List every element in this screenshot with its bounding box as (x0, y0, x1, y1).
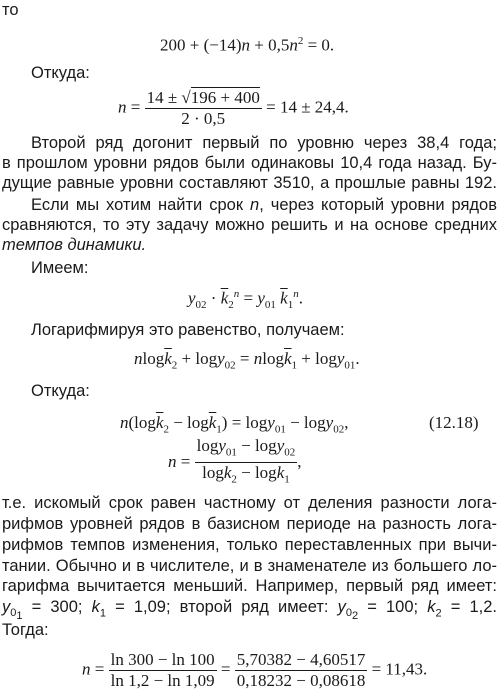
equation-6-fraction: $\frac{\log y_{01} - \log y_{02}}{\log\overline{k}_2 - \log\overline{k}_1}$ (196, 436, 296, 486)
equation-3: $y_{02} \cdot \overline{k}_2^n = y_{01}$ $\overline{k}_1^n$. (188, 288, 303, 312)
para3-line-4: тании. Обычно и в числителе, и в знаменателе из большего ло- (2, 557, 497, 575)
para1-line-3: дущие равные уровни составляют 3510, а прошлые равны 192. (2, 174, 497, 192)
para3-line-3: рифмов темпов изменения, только переставленных при вычи- (2, 536, 497, 554)
log-text: Логарифмируя это равенство, получаем: (31, 321, 345, 339)
equation-4: $nlog\overline{k}_2 + \log y_{02} = nlog\overline{k}_1 + \log y_{01}$. (134, 349, 360, 372)
equation-6-tail: , (297, 451, 302, 471)
para3-line-6: $y_{0_1} = 300$; $k_1 = 1,09$; второй ряд имеет: $y_{0_2} = 100$; $k_2 = 1,2$. (2, 598, 497, 623)
equation-number: (12.18) (429, 413, 479, 432)
para1-line-1: Второй ряд догонит первый по уровню через 38,4 года; (31, 134, 497, 152)
otkuda-label-2: Откуда: (31, 382, 90, 400)
para3-line-5: гарифма вычитается меньший. Например, первый ряд имеет: (2, 577, 497, 595)
togda-label: Тогда: (2, 621, 49, 639)
equation-7-rhs: = 11,43. (371, 659, 428, 679)
equation-5: $n(\log\overline{k}_2 - \log\overline{k}_1) = \log y_{01} - \log y_{02}$, (120, 413, 349, 436)
equation-2-rhs: = 14 ± 24,4. (266, 97, 349, 117)
imeem-label: Имеем: (31, 259, 89, 277)
equation-2-fraction: $\frac{14 \pm √196 + 400}{2 \cdot 0,5}$ (146, 88, 260, 128)
otkuda-label-1: Откуда: (31, 64, 90, 82)
para2-line-3: темпов динамики. (2, 236, 147, 254)
equation-2: n = $\frac{14 \pm √196 + 400}{2 \cdot 0,5}$ = 14 ± 24,4. (118, 88, 349, 128)
para1-line-2: в прошлом уровни рядов были одинаковы 10,4 года назад. Бу- (2, 154, 497, 172)
equation-7: n = $\frac{\ln 300 - \ln 100}{\ln 1,2 - \ln 1,09}$ = $\frac{5,70382 - 4,60517}{0,18232 - 0,08618}$ = 11,43. (82, 650, 428, 690)
para2-line-2: сравняются, то эту задачу можно решить и на основе средних (2, 216, 497, 234)
equation-7-fraction-1: $\frac{\ln 300 - \ln 100}{\ln 1,2 - \ln 1,09}$ (110, 650, 215, 690)
equation-7-fraction-2: $\frac{5,70382 - 4,60517}{0,18232 - 0,08618}$ (236, 650, 366, 690)
equation-1: $200 + (-14)n + 0,5n^2 = 0$. (160, 35, 335, 55)
para3-line-1: т.е. искомый срок равен частному от деления разности лога- (2, 494, 497, 512)
para2-line-1: Если мы хотим найти срок n, через который уровни рядов (31, 196, 498, 214)
para3-line-2: рифмов уровней рядов в базисном периоде на разность лога- (2, 515, 497, 533)
lead-word: то (2, 1, 19, 19)
equation-6: n = $\frac{\log y_{01} - \log y_{02}}{\log\overline{k}_2 - \log\overline{k}_1}$ , (168, 436, 301, 490)
